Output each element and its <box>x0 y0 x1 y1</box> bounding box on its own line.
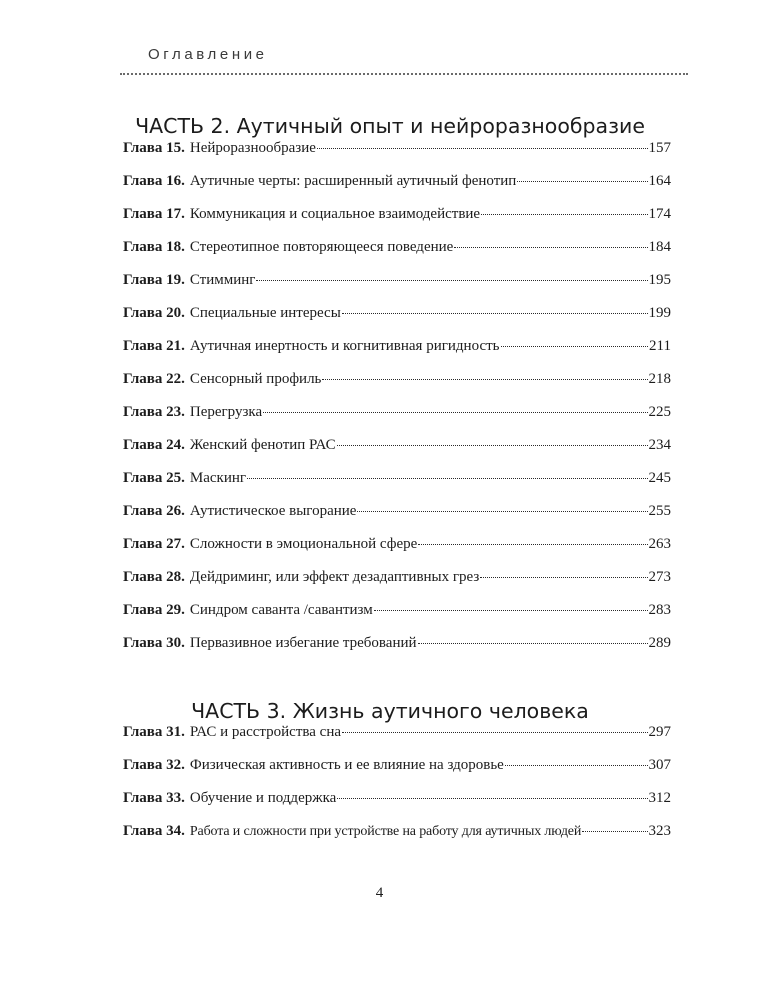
toc-entry[interactable] <box>123 206 671 239</box>
chapter-title: Аутичная инертность и когнитивная ригидность <box>189 338 500 354</box>
chapter-title: Перегрузка <box>189 404 263 420</box>
toc-entry[interactable] <box>123 602 671 635</box>
chapter-title: Синдром саванта /савантизм <box>189 602 373 618</box>
chapter-label: Глава 34. <box>123 823 185 839</box>
dot-leader <box>337 798 647 799</box>
running-header: Оглавление <box>148 46 268 63</box>
dot-leader <box>418 544 647 545</box>
dot-leader <box>374 610 648 611</box>
chapter-label: Глава 32. <box>123 757 185 773</box>
toc-entry[interactable] <box>123 724 671 757</box>
chapter-label: Глава 27. <box>123 536 185 552</box>
chapter-title: РАС и расстройства сна <box>189 724 342 740</box>
chapter-label: Глава 28. <box>123 569 185 585</box>
chapter-page-number: 307 <box>648 757 671 773</box>
chapter-label: Глава 29. <box>123 602 185 618</box>
chapter-title: Сложности в эмоциональной сфере <box>189 536 418 552</box>
chapter-label: Глава 16. <box>123 173 185 189</box>
chapter-title: Работа и сложности при устройстве на работу для аутичных людей <box>189 824 582 839</box>
dot-leader <box>342 732 647 733</box>
chapter-title: Обучение и поддержка <box>189 790 337 806</box>
toc-entry[interactable] <box>123 173 671 206</box>
dot-leader <box>418 643 648 644</box>
chapter-title: Коммуникация и социальное взаимодействие <box>189 206 481 222</box>
chapter-page-number: 273 <box>648 569 671 585</box>
chapter-title: Нейроразнообразие <box>189 140 316 156</box>
chapter-page-number: 263 <box>648 536 671 552</box>
chapter-title: Маскинг <box>189 470 247 486</box>
chapter-title: Аутичные черты: расширенный аутичный фенотип <box>189 173 517 189</box>
chapter-page-number: 164 <box>648 173 671 189</box>
chapter-label: Глава 26. <box>123 503 185 519</box>
chapter-title: Сенсорный профиль <box>189 371 322 387</box>
chapter-page-number: 297 <box>648 724 671 740</box>
chapter-title: Специальные интересы <box>189 305 341 321</box>
toc-entry[interactable] <box>123 790 671 823</box>
chapter-label: Глава 25. <box>123 470 185 486</box>
toc-entry[interactable] <box>123 371 671 404</box>
toc-entry[interactable] <box>123 823 671 856</box>
chapter-page-number: 245 <box>648 470 671 486</box>
toc-entry[interactable] <box>123 757 671 790</box>
chapter-title: Женский фенотип РАС <box>189 437 336 453</box>
toc-entry[interactable] <box>123 305 671 338</box>
dot-leader <box>337 445 648 446</box>
chapter-page-number: 184 <box>648 239 671 255</box>
chapter-page-number: 283 <box>648 602 671 618</box>
chapter-page-number: 289 <box>648 635 671 651</box>
chapter-title: Стереотипное повторяющееся поведение <box>189 239 454 255</box>
chapter-label: Глава 21. <box>123 338 185 354</box>
chapter-label: Глава 20. <box>123 305 185 321</box>
toc-entry[interactable] <box>123 404 671 437</box>
toc-entry[interactable] <box>123 140 671 173</box>
dot-leader <box>256 280 647 281</box>
chapter-page-number: 174 <box>648 206 671 222</box>
chapter-title: Физическая активность и ее влияние на здоровье <box>189 757 504 773</box>
chapter-title: Стимминг <box>189 272 256 288</box>
toc-entry[interactable] <box>123 536 671 569</box>
dot-leader <box>317 148 648 149</box>
dot-leader <box>582 831 647 832</box>
toc-entry[interactable] <box>123 503 671 536</box>
chapter-label: Глава 17. <box>123 206 185 222</box>
chapter-label: Глава 19. <box>123 272 185 288</box>
toc-part-3-list <box>123 724 671 856</box>
chapter-page-number: 255 <box>648 503 671 519</box>
chapter-page-number: 234 <box>648 437 671 453</box>
part-2-heading: ЧАСТЬ 2. Аутичный опыт и нейроразнообразие <box>135 114 645 138</box>
toc-entry[interactable] <box>123 437 671 470</box>
dot-leader <box>322 379 647 380</box>
chapter-page-number: 218 <box>648 371 671 387</box>
chapter-label: Глава 30. <box>123 635 185 651</box>
chapter-label: Глава 15. <box>123 140 185 156</box>
chapter-page-number: 211 <box>649 338 671 354</box>
toc-entry[interactable] <box>123 272 671 305</box>
chapter-label: Глава 23. <box>123 404 185 420</box>
chapter-page-number: 195 <box>648 272 671 288</box>
part-3-heading: ЧАСТЬ 3. Жизнь аутичного человека <box>191 699 589 723</box>
dot-leader <box>357 511 647 512</box>
dot-leader <box>505 765 648 766</box>
dot-leader <box>342 313 648 314</box>
chapter-page-number: 199 <box>648 305 671 321</box>
header-dotted-rule <box>120 73 688 75</box>
chapter-label: Глава 18. <box>123 239 185 255</box>
toc-part-2-list <box>123 140 671 668</box>
page-number: 4 <box>375 885 384 901</box>
dot-leader <box>263 412 647 413</box>
dot-leader <box>501 346 649 347</box>
dot-leader <box>454 247 647 248</box>
toc-entry[interactable] <box>123 569 671 602</box>
chapter-page-number: 323 <box>648 823 671 839</box>
chapter-title: Аутистическое выгорание <box>189 503 357 519</box>
chapter-page-number: 225 <box>648 404 671 420</box>
chapter-page-number: 312 <box>648 790 671 806</box>
dot-leader <box>247 478 647 479</box>
chapter-page-number: 157 <box>648 140 671 156</box>
toc-entry[interactable] <box>123 239 671 272</box>
chapter-label: Глава 33. <box>123 790 185 806</box>
toc-entry[interactable] <box>123 635 671 668</box>
dot-leader <box>480 577 647 578</box>
dot-leader <box>481 214 647 215</box>
chapter-label: Глава 24. <box>123 437 185 453</box>
toc-entry[interactable] <box>123 338 671 371</box>
chapter-title: Первазивное избегание требований <box>189 635 417 651</box>
chapter-label: Глава 31. <box>123 724 185 740</box>
chapter-title: Дейдриминг, или эффект дезадаптивных грез <box>189 569 480 585</box>
toc-entry[interactable] <box>123 470 671 503</box>
dot-leader <box>517 181 647 182</box>
chapter-label: Глава 22. <box>123 371 185 387</box>
